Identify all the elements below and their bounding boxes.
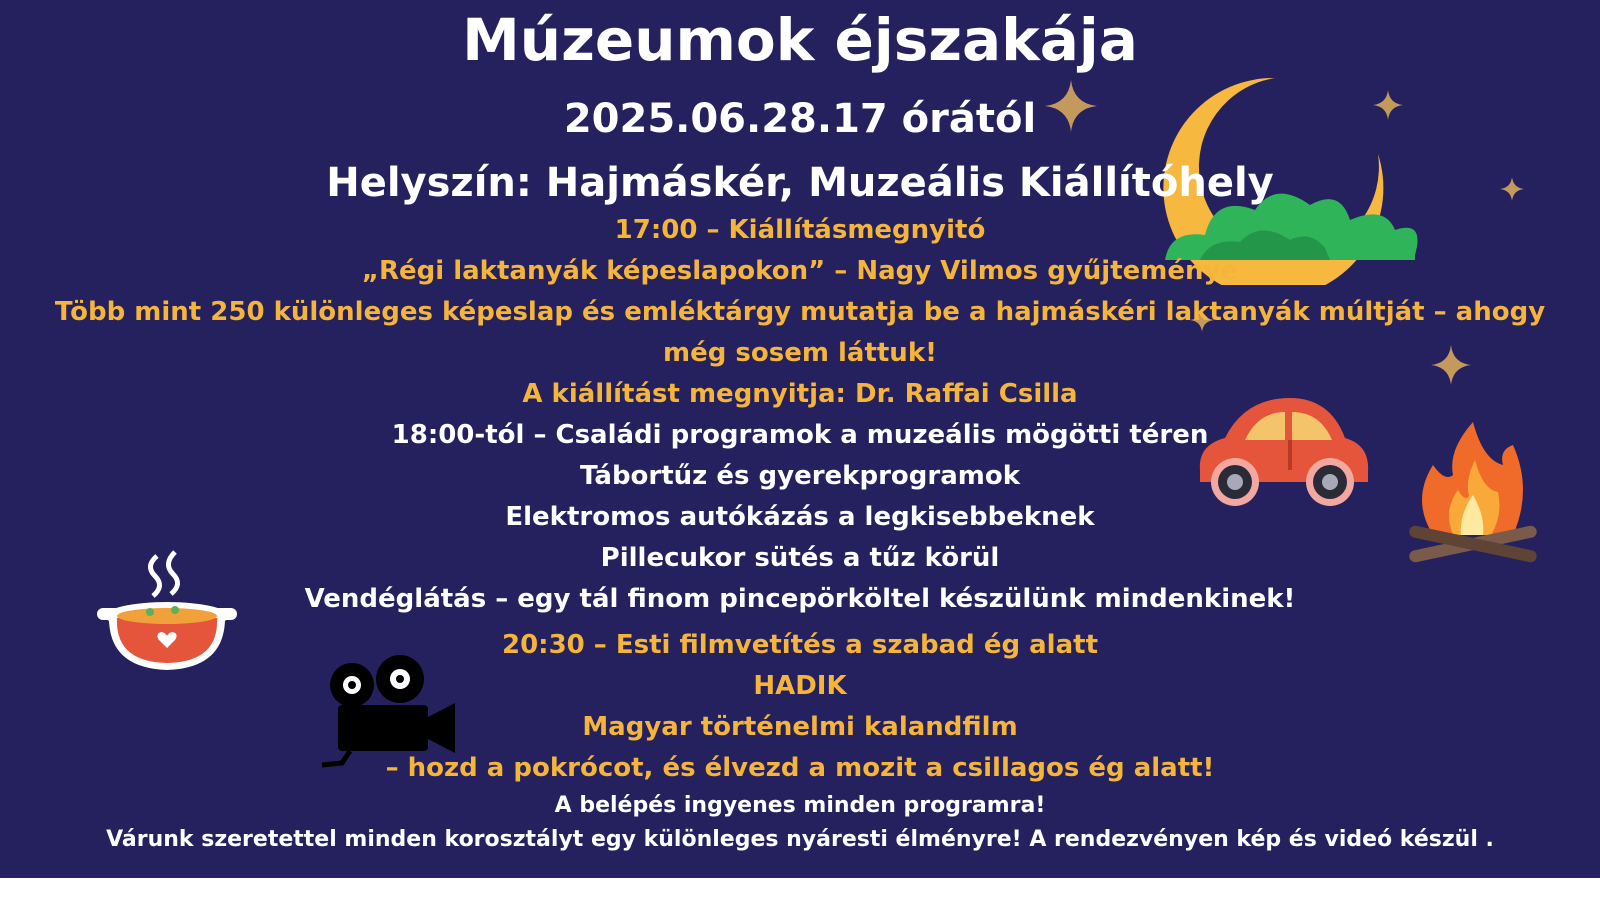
exhibition-time: 17:00 – Kiállításmegnyitó <box>614 215 986 245</box>
free-entry-text: A belépés ingyenes minden programra! <box>554 793 1046 818</box>
family-program-item: Elektromos autókázás a legkisebbeknek <box>505 502 1095 532</box>
event-title: Múzeumok éjszakája <box>462 6 1138 74</box>
exhibition-description-line-2: még sosem láttuk! <box>663 338 937 368</box>
family-program-item: Vendéglátás – egy tál finom pincepörköltel készülünk mindenkinek! <box>304 584 1296 614</box>
exhibition-opener: A kiállítást megnyitja: Dr. Raffai Csilla <box>522 379 1078 409</box>
family-programs-time: 18:00-tól – Családi programok a muzeális mögötti téren <box>391 420 1209 450</box>
exhibition-name: „Régi laktanyák képeslapokon” – Nagy Vilmos gyűjteménye <box>361 256 1239 286</box>
event-date: 2025.06.28.17 órától <box>563 96 1037 142</box>
event-venue: Helyszín: Hajmáskér, Muzeális Kiállítóhely <box>326 160 1274 206</box>
film-title: HADIK <box>753 671 847 701</box>
family-program-item: Tábortűz és gyerekprogramok <box>580 461 1020 491</box>
film-note: – hozd a pokrócot, és élvezd a mozit a csillagos ég alatt! <box>385 753 1215 783</box>
exhibition-description-line-1: Több mint 250 különleges képeslap és emléktárgy mutatja be a hajmáskéri laktanyák múltját – ahogy <box>54 297 1546 327</box>
film-time: 20:30 – Esti filmvetítés a szabad ég alatt <box>501 630 1098 660</box>
family-program-item: Pillecukor sütés a tűz körül <box>600 543 1000 573</box>
film-genre: Magyar történelmi kalandfilm <box>582 712 1018 742</box>
welcome-text: Várunk szeretettel minden korosztályt egy különleges nyáresti élményre! A rendezvényen kép és videó készül . <box>106 827 1494 852</box>
